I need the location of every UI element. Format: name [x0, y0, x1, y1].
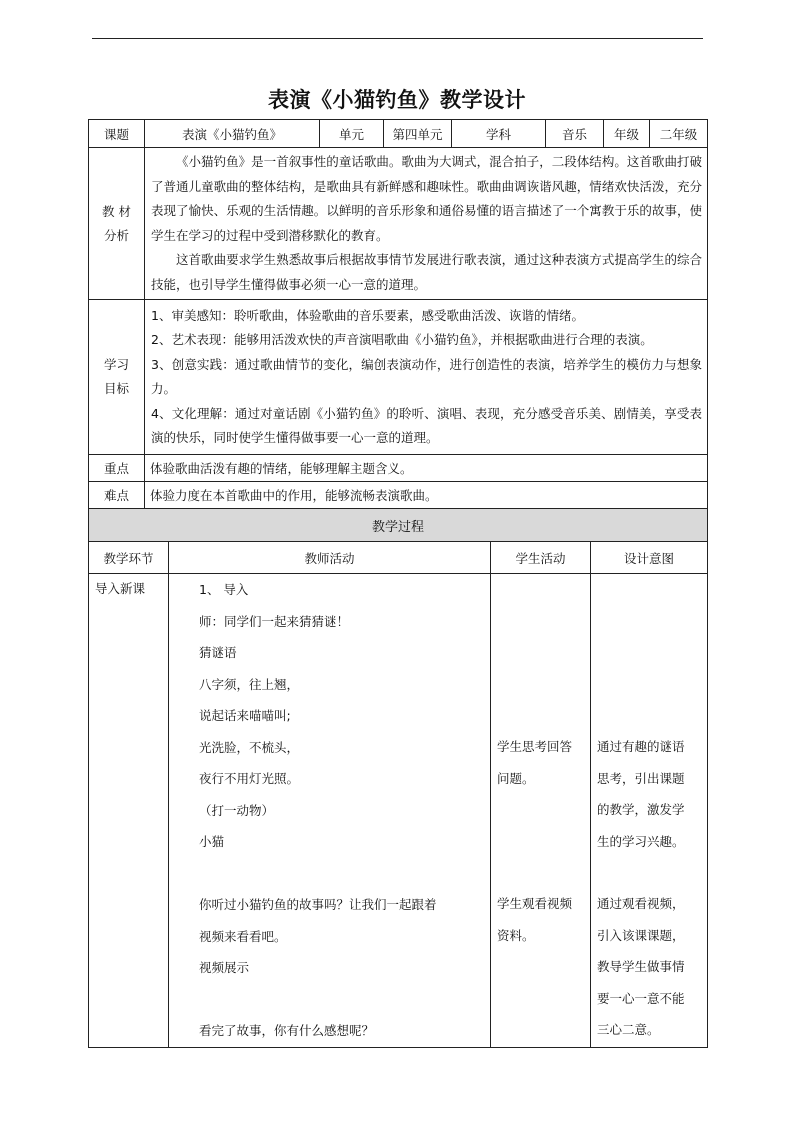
stage-label: 导入新课	[95, 581, 146, 596]
process-row-intro	[89, 574, 708, 1048]
intent-cell	[591, 574, 708, 1048]
student-line: 学生观看视频	[497, 896, 573, 911]
intent-line: 的教学，激发学	[597, 802, 685, 817]
grade-label: 年级	[604, 120, 650, 148]
header-intent: 设计意图	[591, 542, 708, 574]
student-line: 资料。	[497, 927, 535, 943]
student-line: 学生思考回答	[497, 739, 573, 754]
key-point-label: 重点	[89, 455, 145, 482]
teacher-line: 1、 导入	[199, 582, 249, 597]
teacher-line: 视频展示	[199, 960, 250, 975]
key-point-text: 体验歌曲活泼有趣的情绪，能够理解主题含义。	[145, 455, 708, 482]
analysis-label: 教 材 分析	[89, 148, 145, 300]
intent-line: 生的学习兴趣。	[597, 833, 685, 849]
analysis-row	[89, 148, 708, 300]
objectives-label: 学习 目标	[89, 300, 145, 455]
intent-line: 三心二意。	[597, 1022, 660, 1037]
header-student: 学生活动	[491, 542, 591, 574]
teacher-activity-cell	[169, 574, 491, 1048]
difficulty-label: 难点	[89, 482, 145, 509]
teacher-line: 师：同学们一起来猜猜谜！	[199, 613, 350, 629]
lesson-info-table	[88, 119, 708, 509]
student-activity-cell	[491, 574, 591, 1048]
intent-line: 思考，引出课题	[597, 770, 685, 786]
subject-value: 音乐	[546, 120, 604, 148]
teacher-line: 看完了故事，你有什么感想呢？	[199, 1023, 375, 1038]
info-row	[89, 120, 708, 148]
document-title: 表演《小猫钓鱼》教学设计	[268, 88, 526, 112]
intent-line: 引入该课课题，	[597, 927, 685, 943]
teacher-line: 视频来看看吧。	[199, 928, 287, 944]
objective-item: 4、文化理解：通过对童话剧《小猫钓鱼》的聆听、演唱、表现，充分感受音乐美、剧情美，享受表演的快乐，同时使学生懂得做事要一心一意的道理。	[151, 405, 702, 445]
difficulty-row	[89, 482, 708, 509]
intent-line: 通过观看视频，	[597, 896, 685, 911]
teaching-process-table	[88, 508, 708, 1048]
teacher-line: 说起话来喵喵叫;	[199, 708, 291, 723]
grade-value: 二年级	[650, 120, 708, 148]
header-stage: 教学环节	[89, 542, 169, 574]
teacher-line: （打一动物）	[199, 802, 275, 818]
intent-line: 要一心一意不能	[597, 990, 685, 1006]
objectives-content	[145, 300, 708, 455]
key-point-row	[89, 455, 708, 482]
objectives-row	[89, 300, 708, 455]
teacher-line: 八字须，往上翘，	[199, 676, 300, 692]
teacher-line: 猜谜语	[199, 645, 237, 660]
teacher-line	[199, 984, 490, 1016]
analysis-paragraph: 这首歌曲要求学生熟悉故事后根据故事情节发展进行歌表演，通过这种表演方式提高学生的综合技能，也引导学生懂得做事必须一心一意的道理。	[151, 252, 702, 292]
teacher-line: 你听过小猫钓鱼的故事吗？让我们一起跟着	[199, 897, 437, 912]
objective-item: 1、审美感知：聆听歌曲，体验歌曲的音乐要素，感受歌曲活泼、诙谐的情绪。	[151, 307, 584, 323]
process-header-row	[89, 542, 708, 574]
unit-value: 第四单元	[384, 120, 452, 148]
intent-line: 教导学生做事情	[597, 959, 685, 974]
student-line: 问题。	[497, 770, 535, 786]
header-teacher: 教师活动	[169, 542, 491, 574]
intent-line: 通过有趣的谜语	[597, 739, 685, 754]
objective-item: 3、创意实践：通过歌曲情节的变化，编创表演动作，进行创造性的表演，培养学生的模仿力与想象力。	[151, 356, 702, 396]
process-banner: 教学过程	[89, 509, 708, 542]
topic-value: 表演《小猫钓鱼》	[145, 120, 320, 148]
teacher-line	[199, 858, 490, 890]
analysis-paragraph: 《小猫钓鱼》是一首叙事性的童话歌曲。歌曲为大调式，混合拍子，二段体结构。这首歌曲打破了普通儿童歌曲的整体结构，是歌曲具有新鲜感和趣味性。歌曲曲调诙谐风趣，情绪欢快活泼，充分表现了愉快、乐观的生活情趣。以鲜明的音乐形象和通俗易懂的语言描述了一个寓教于乐的故事，使学生在学习的过程中受到潜移默化的教育。	[151, 154, 702, 243]
difficulty-text: 体验力度在本首歌曲中的作用，能够流畅表演歌曲。	[145, 482, 708, 509]
topic-label: 课题	[89, 120, 145, 148]
teacher-line: 小猫	[199, 834, 225, 849]
teacher-line: 夜行不用灯光照。	[199, 771, 300, 786]
teacher-line: 光洗脸，不梳头，	[199, 739, 300, 755]
unit-label: 单元	[320, 120, 384, 148]
analysis-content	[145, 148, 708, 300]
subject-label: 学科	[452, 120, 546, 148]
header-rule	[92, 38, 703, 39]
objective-item: 2、艺术表现：能够用活泼欢快的声音演唱歌曲《小猫钓鱼》，并根据歌曲进行合理的表演。	[151, 332, 653, 347]
stage-cell	[89, 574, 169, 1048]
process-banner-row	[89, 509, 708, 542]
